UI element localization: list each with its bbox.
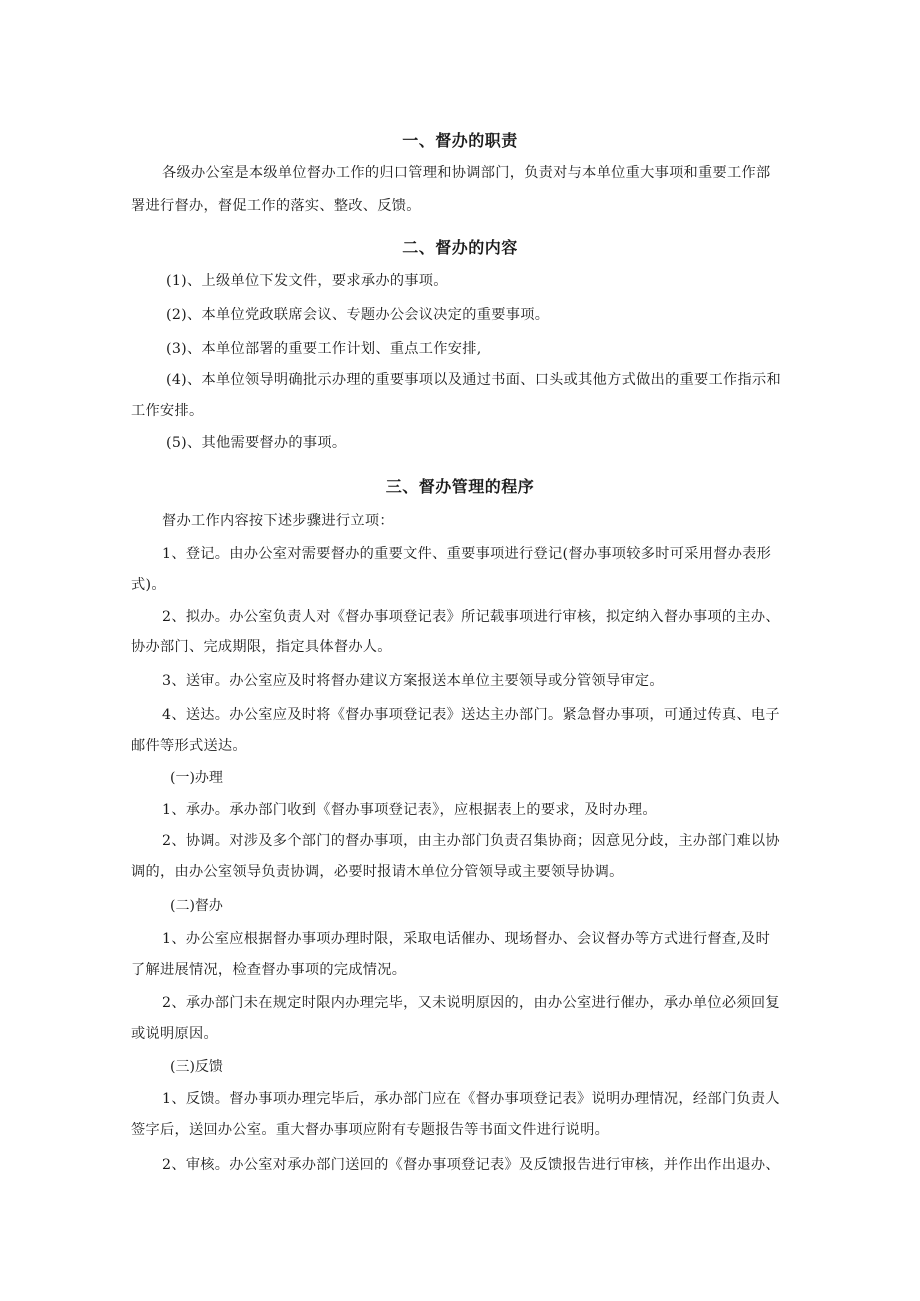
step-line-continuation: 邮件等形式送达。 bbox=[131, 738, 247, 754]
step-line-continuation: 或说明原因。 bbox=[131, 1026, 218, 1042]
subsection-title-supervision: (二)督办 bbox=[170, 898, 223, 914]
section-heading-content: 二、督办的内容 bbox=[402, 238, 518, 257]
step-line: 1、办公室应根据督办事项办理时限，采取电话催办、现场督办、会议督办等方式进行督查,及时 bbox=[162, 931, 771, 947]
section-heading-procedure: 三、督办管理的程序 bbox=[385, 477, 535, 496]
step-line: 1、反馈。督办事项办理完毕后，承办部门应在《督办事项登记表》说明办理情况，经部门负责人 bbox=[162, 1091, 780, 1107]
list-item: (4)、本单位领导明确批示办理的重要事项以及通过书面、口头或其他方式做出的重要工作指示和 bbox=[166, 372, 781, 388]
step-line-continuation: 调的，由办公室领导负责协调，必要时报请木单位分管领导或主要领导协调。 bbox=[131, 864, 624, 880]
subsection-title-handling: (一)办理 bbox=[170, 770, 223, 786]
list-item-continuation: 工作安排。 bbox=[131, 403, 204, 419]
section-heading-duties: 一、督办的职责 bbox=[402, 131, 518, 150]
step-line: 4、送达。办公室应及时将《督办事项登记表》送达主办部门。紧急督办事项，可通过传真、电子 bbox=[162, 707, 780, 723]
subsection-title-feedback: (三)反馈 bbox=[170, 1059, 223, 1075]
paragraph-line: 督办工作内容按下述步骤进行立项： bbox=[162, 513, 394, 529]
paragraph-line: 各级办公室是本级单位督办工作的归口管理和协调部门，负责对与本单位重大事项和重要工作部 bbox=[162, 165, 771, 181]
step-line: 2、协调。对涉及多个部门的督办事项，由主办部门负责召集协商；因意见分歧，主办部门难以协 bbox=[162, 833, 780, 849]
step-line-continuation: 协办部门、完成期限，指定具体督办人。 bbox=[131, 639, 392, 655]
step-line: 1、承办。承办部门收到《督办事项登记表》，应根据表上的要求，及时办理。 bbox=[162, 802, 657, 818]
list-item: (3)、本单位部署的重要工作计划、重点工作安排, bbox=[166, 341, 482, 357]
list-item: (5)、其他需要督办的事项。 bbox=[166, 435, 347, 451]
list-item: (2)、本单位党政联席会议、专题办公会议决定的重要事项。 bbox=[166, 307, 550, 323]
step-line: 1、登记。由办公室对需要督办的重要文件、重要事项进行登记(督办事项较多时可采用督办表形 bbox=[162, 546, 772, 562]
paragraph-line: 署进行督办，督促工作的落实、整改、反馈。 bbox=[131, 198, 421, 214]
step-line: 3、送审。办公室应及时将督办建议方案报送本单位主要领导或分管领导审定。 bbox=[162, 673, 664, 689]
step-line: 2、承办部门未在规定时限内办理完毕，又未说明原因的，由办公室进行催办，承办单位必须回复 bbox=[162, 995, 780, 1011]
step-line: 2、拟办。办公室负责人对《督办事项登记表》所记载事项进行审核，拟定纳入督办事项的主办、 bbox=[162, 609, 780, 625]
step-line-continuation: 签字后，送回办公室。重大督办事项应附有专题报告等书面文件进行说明。 bbox=[131, 1122, 610, 1138]
step-line: 2、审核。办公室对承办部门送回的《督办事项登记表》及反馈报告进行审核，并作出作出退办、 bbox=[162, 1157, 780, 1173]
list-item: (1)、上级单位下发文件，要求承办的事项。 bbox=[166, 273, 448, 289]
step-line-continuation: 了解进展情况，检查督办事项的完成情况。 bbox=[131, 962, 407, 978]
step-line-continuation: 式)。 bbox=[131, 577, 166, 593]
